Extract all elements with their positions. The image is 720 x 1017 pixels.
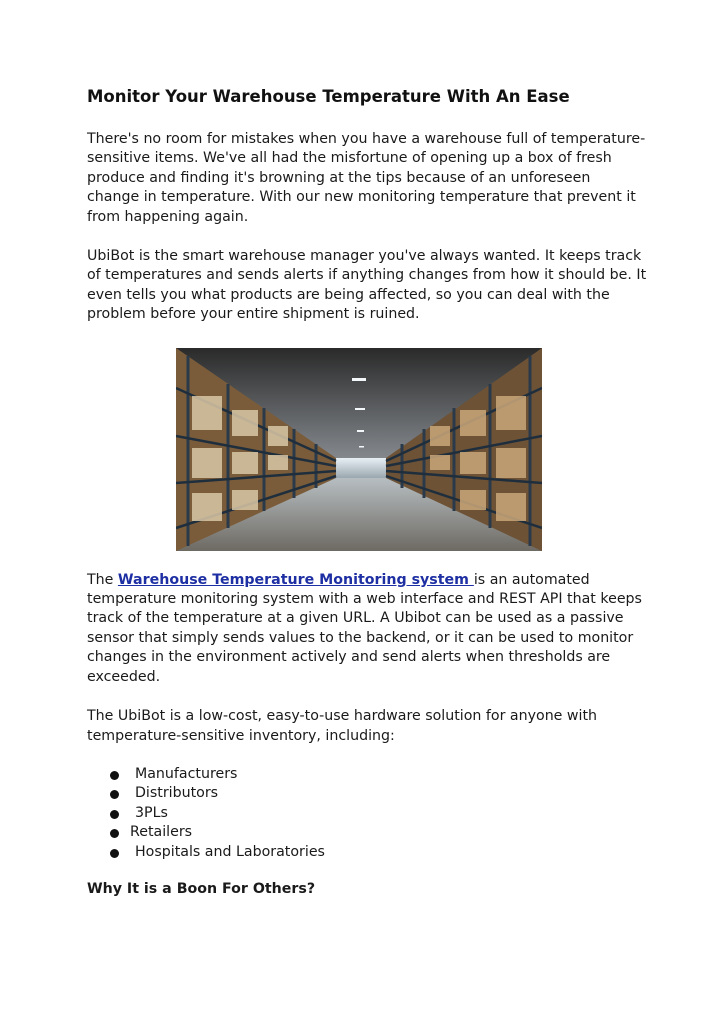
paragraph-ubibot: UbiBot is the smart warehouse manager you've always wanted. It keeps track of temperatures and sends alerts if anything changes from how it should be. It even tells you what products are being affected, so you can deal with the problem before your entire shipment is ruined. <box>87 248 647 323</box>
filled-circle-bullet-icon <box>110 790 119 799</box>
warehouse-temperature-monitoring-link[interactable]: Warehouse Temperature Monitoring system <box>117 571 474 588</box>
document-title: Monitor Your Warehouse Temperature With An Ease <box>87 87 570 106</box>
paragraph-system <box>87 571 647 687</box>
document-page <box>87 86 647 899</box>
paragraph-hardware: The UbiBot is a low-cost, easy-to-use hardware solution for anyone with temperature-sensitive inventory, including: <box>87 708 598 744</box>
audience-list <box>87 765 647 863</box>
filled-circle-bullet-icon <box>110 849 119 858</box>
list-item: Distributors <box>87 784 647 804</box>
filled-circle-bullet-icon <box>110 810 119 819</box>
section-subheading: Why It is a Boon For Others? <box>87 881 316 898</box>
paragraph-system-prefix: The <box>87 571 118 588</box>
warehouse-aisle-illustration <box>176 348 542 551</box>
warehouse-aisle-photo <box>176 348 542 551</box>
list-item: Hospitals and Laboratories <box>87 843 647 863</box>
list-item: Retailers <box>87 823 647 843</box>
filled-circle-bullet-icon <box>110 771 119 780</box>
list-item: Manufacturers <box>87 765 647 785</box>
list-item: 3PLs <box>87 804 647 824</box>
filled-circle-bullet-icon <box>110 829 119 838</box>
paragraph-system-suffix: is an automated temperature monitoring system with a web interface and REST API that keeps track of the temperature at a given URL. A Ubibot can be used as a passive sensor that simply sends values to the backend, or it can be used to monitor changes in the environment actively and send alerts when thresholds are exceeded. <box>87 571 642 685</box>
paragraph-intro: There's no room for mistakes when you have a warehouse full of temperature-sensitive items. We've all had the misfortune of opening up a box of fresh produce and finding it's browning at the tips because of an unforeseen change in temperature. With our new monitoring temperature that prevent it from happening again. <box>87 131 646 225</box>
